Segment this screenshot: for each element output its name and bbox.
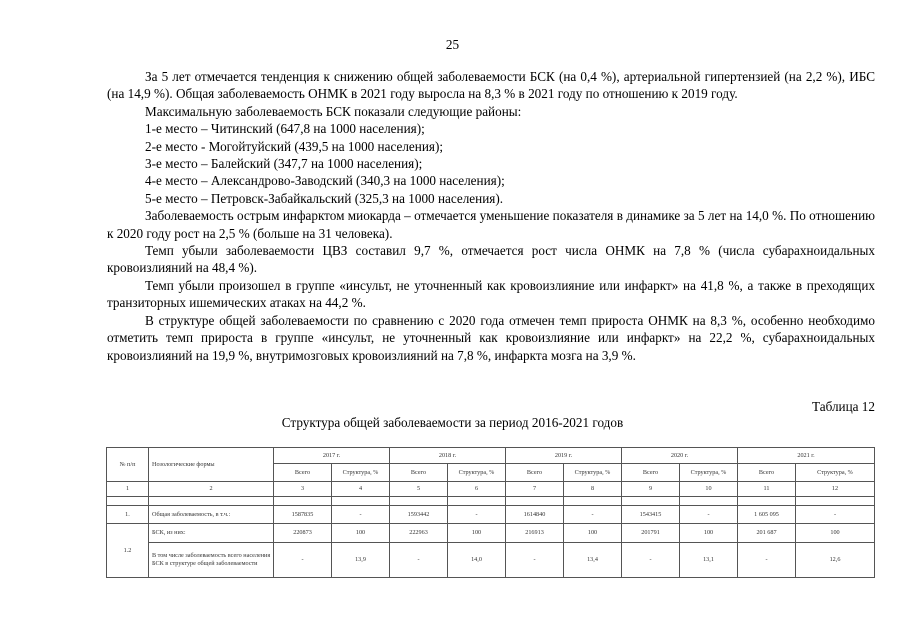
column-number: 4 — [332, 482, 390, 497]
cell-value: 1543415 — [622, 506, 680, 524]
header-total: Всего — [738, 464, 796, 482]
header-structure: Структура, % — [448, 464, 506, 482]
cell-value: 1614840 — [506, 506, 564, 524]
paragraph-structure-growth: В структуре общей заболеваемости по сравнению с 2020 года отмечен темп прироста ОНМК на 8,3 %, особенно необходимо отметить темп прироста в группе «инсульт, не уточненный как кровоизлияние или инфаркт» на 22,2 %, субарахноидальных кровоизлияний на 19,9 %, внутримозговых кровоизлияний на 7,8 %, инфаркта мозга на 3,9 %. — [107, 312, 875, 363]
morbidity-structure-table — [106, 447, 875, 578]
cell-value: 220873 — [274, 524, 332, 543]
spacer-cell — [448, 497, 506, 506]
header-forms: Нозологические формы — [149, 448, 274, 482]
spacer-cell — [107, 497, 149, 506]
table-column-numbers — [107, 482, 875, 497]
cell-value: 216913 — [506, 524, 564, 543]
header-year: 2019 г. — [506, 448, 622, 464]
table-header-years — [107, 448, 875, 464]
header-year: 2021 г. — [738, 448, 875, 464]
header-structure: Структура, % — [332, 464, 390, 482]
cell-value: 100 — [332, 524, 390, 543]
header-total: Всего — [622, 464, 680, 482]
district-rank-4: 4-е место – Александрово-Заводский (340,3 на 1000 населения); — [145, 173, 505, 189]
spacer-cell — [622, 497, 680, 506]
paragraph-districts-intro: Максимальную заболеваемость БСК показали следующие районы: — [145, 103, 522, 119]
header-year: 2020 г. — [622, 448, 738, 464]
spacer-cell — [149, 497, 274, 506]
spacer-cell — [738, 497, 796, 506]
row-num: 1. — [107, 506, 149, 524]
paragraph-stroke-decline: Темп убыли произошел в группе «инсульт, не уточненный как кровоизлияние или инфаркт» на 41,8 %, а также в преходящих транзиторных ишемических атаках на 44,2 %. — [107, 277, 875, 311]
cell-value: 13,9 — [332, 543, 390, 578]
spacer-cell — [506, 497, 564, 506]
cell-value: - — [448, 506, 506, 524]
header-structure: Структура, % — [796, 464, 875, 482]
column-number: 5 — [390, 482, 448, 497]
header-num: № п/п — [107, 448, 149, 482]
cell-value: 100 — [796, 524, 875, 543]
column-number: 11 — [738, 482, 796, 497]
cell-value: - — [332, 506, 390, 524]
column-number: 8 — [564, 482, 622, 497]
cell-value: - — [796, 506, 875, 524]
header-total: Всего — [390, 464, 448, 482]
header-year: 2018 г. — [390, 448, 506, 464]
cell-value: - — [506, 543, 564, 578]
paragraph-trend: За 5 лет отмечается тенденция к снижению общей заболеваемости БСК (на 0,4 %), артериальной гипертензией (на 2,2 %), ИБС (на 14,9 %). Общая заболеваемость ОНМК в 2021 году выросла на 8,3 % в 2021 году по отношению к 2019 году. — [107, 69, 875, 102]
cell-value: 100 — [448, 524, 506, 543]
cell-value: 13,4 — [564, 543, 622, 578]
cell-value: 1587835 — [274, 506, 332, 524]
header-structure: Структура, % — [680, 464, 738, 482]
table-row — [107, 524, 875, 543]
spacer-cell — [332, 497, 390, 506]
cell-value: - — [738, 543, 796, 578]
cell-value: 201791 — [622, 524, 680, 543]
column-number: 12 — [796, 482, 875, 497]
table-title: Структура общей заболеваемости за период 2016-2021 годов — [281, 415, 624, 430]
cell-value: - — [390, 543, 448, 578]
table-caption: Таблица 12 — [812, 399, 875, 414]
district-rank-3: 3-е место – Балейский (347,7 на 1000 населения); — [145, 156, 423, 172]
row-name: Общая заболеваемость, в т.ч.: — [149, 506, 274, 524]
page-number: 25 — [445, 37, 460, 52]
paragraph-cvd-decline: Темп убыли заболеваемости ЦВЗ составил 9,7 %, отмечается рост числа ОНМК на 7,8 % (числа субарахноидальных кровоизлияний на 48,4 %). — [107, 243, 875, 276]
column-number: 1 — [107, 482, 149, 497]
cell-value: 100 — [680, 524, 738, 543]
district-rank-1: 1-е место – Читинский (647,8 на 1000 населения); — [145, 121, 425, 137]
cell-value: 100 — [564, 524, 622, 543]
row-name: В том числе заболеваемость всего населения БСК в структуре общей заболеваемости — [149, 543, 274, 578]
district-rank-2: 2-е место - Могойтуйский (439,5 на 1000 населения); — [145, 138, 444, 154]
header-year: 2017 г. — [274, 448, 390, 464]
district-rank-5: 5-е место – Петровск-Забайкальский (325,3 на 1000 населения). — [145, 190, 504, 206]
row-name: БСК, из них: — [149, 524, 274, 543]
cell-value: 12,6 — [796, 543, 875, 578]
cell-value: 201 687 — [738, 524, 796, 543]
spacer-cell — [390, 497, 448, 506]
cell-value: 222963 — [390, 524, 448, 543]
header-total: Всего — [506, 464, 564, 482]
cell-value: - — [680, 506, 738, 524]
cell-value: 14,0 — [448, 543, 506, 578]
cell-value: 1593442 — [390, 506, 448, 524]
column-number: 3 — [274, 482, 332, 497]
cell-value: - — [564, 506, 622, 524]
column-number: 7 — [506, 482, 564, 497]
cell-value: - — [274, 543, 332, 578]
header-total: Всего — [274, 464, 332, 482]
column-number: 2 — [149, 482, 274, 497]
table-row — [107, 543, 875, 578]
column-number: 9 — [622, 482, 680, 497]
spacer-cell — [564, 497, 622, 506]
column-number: 6 — [448, 482, 506, 497]
table-spacer-row — [107, 497, 875, 506]
header-structure: Структура, % — [564, 464, 622, 482]
row-num: 1.2 — [107, 524, 149, 578]
body-text — [107, 68, 875, 364]
spacer-cell — [274, 497, 332, 506]
paragraph-myocardial-infarction: Заболеваемость острым инфарктом миокарда – отмечается уменьшение показателя в динамике за 5 лет на 14,0 %. По отношению к 2020 году рост на 2,5 % (больше на 31 человека). — [107, 208, 875, 241]
cell-value: 1 605 095 — [738, 506, 796, 524]
spacer-cell — [796, 497, 875, 506]
column-number: 10 — [680, 482, 738, 497]
cell-value: 13,1 — [680, 543, 738, 578]
table-row — [107, 506, 875, 524]
spacer-cell — [680, 497, 738, 506]
cell-value: - — [622, 543, 680, 578]
